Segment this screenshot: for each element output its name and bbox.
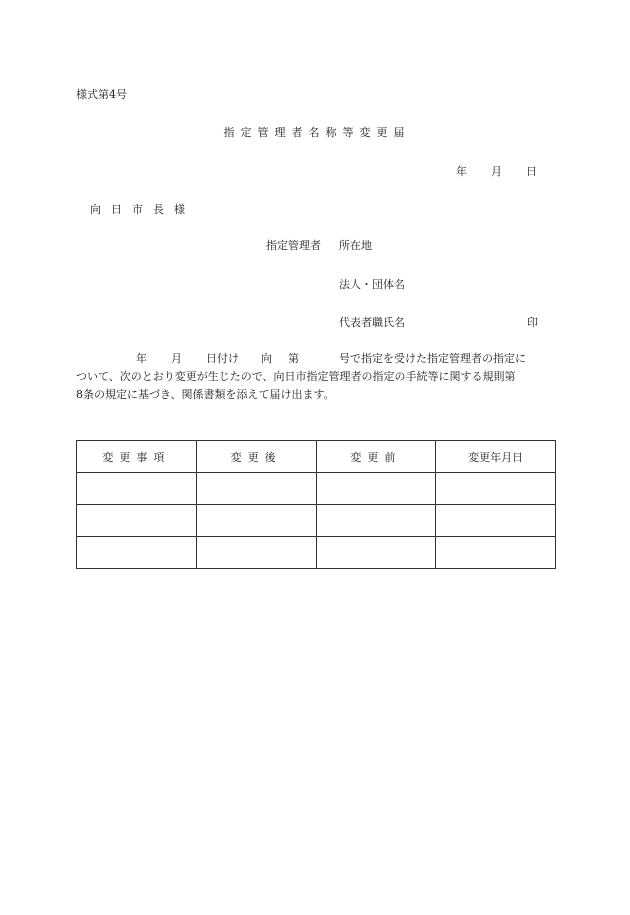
table-cell[interactable] (316, 505, 436, 537)
body-number-prefix: 第 (288, 352, 299, 365)
header-change-item: 変更事項 (77, 441, 197, 473)
table-row (77, 505, 556, 537)
applicant-label: 指定管理者 (266, 239, 321, 252)
header-after-change: 変更後 (196, 441, 316, 473)
table-cell[interactable] (196, 505, 316, 537)
table-cell[interactable] (436, 473, 556, 505)
table-row (77, 537, 556, 569)
body-line1-rest: 号で指定を受けた指定管理者の指定に (339, 352, 526, 365)
body-prefix: 向 (261, 352, 272, 365)
body-month-label: 月 (171, 352, 182, 365)
body-line-3: 8条の規定に基づき、関係書類を添えて届け出ます。 (76, 388, 335, 401)
body-line-2: ついて、次のとおり変更が生じたので、向日市指定管理者の指定の手続等に関する規則第 (76, 370, 516, 383)
addressee: 向日市長様 (90, 203, 195, 216)
table-cell[interactable] (77, 473, 197, 505)
form-number: 様式第4号 (76, 88, 127, 101)
organization-name-label: 法人・団体名 (339, 278, 405, 291)
table-header-row (77, 441, 556, 473)
table-cell[interactable] (196, 473, 316, 505)
document-title: 指定管理者名称等変更届 (223, 126, 411, 139)
table-row (77, 473, 556, 505)
date-year-label: 年 (456, 165, 467, 178)
table-cell[interactable] (436, 505, 556, 537)
seal-mark: 印 (527, 316, 538, 329)
date-line (456, 163, 537, 179)
table-cell[interactable] (77, 537, 197, 569)
header-before-change: 変更前 (316, 441, 436, 473)
body-line-1 (76, 350, 556, 368)
table-cell[interactable] (77, 505, 197, 537)
address-label: 所在地 (339, 239, 372, 252)
table-cell[interactable] (316, 537, 436, 569)
body-year-label: 年 (136, 352, 147, 365)
table-cell[interactable] (316, 473, 436, 505)
date-month-label: 月 (491, 165, 502, 178)
date-day-label: 日 (526, 165, 537, 178)
change-table (76, 440, 556, 569)
table-cell[interactable] (196, 537, 316, 569)
representative-name-label: 代表者職氏名 (339, 316, 405, 329)
body-text (76, 350, 556, 404)
body-date-suffix: 日付け (206, 352, 239, 365)
header-change-date: 変更年月日 (436, 441, 556, 473)
table-cell[interactable] (436, 537, 556, 569)
